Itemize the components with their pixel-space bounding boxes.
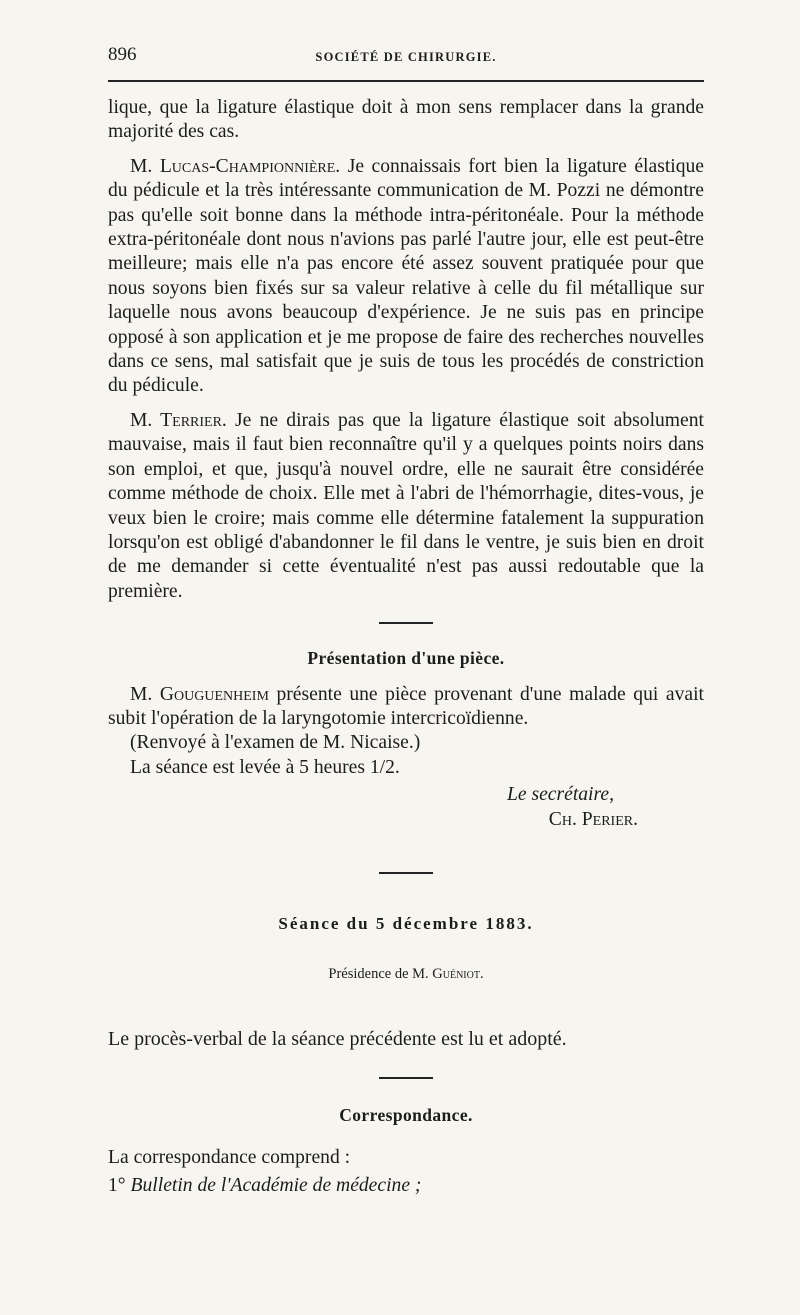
page-header: [108, 44, 704, 74]
lucas-championniere-text: Je connaissais fort bien la ligature élastique du pédicule et la très intéressante communication de M. Pozzi ne démontre pas qu'elle soit bonne dans la méthode intra-péritonéale. Pour la méthode extra-péritonéale dont nous n'avions pas parlé l'autre jour, elle est peut-être meilleure; mais elle n'a pas encore été assez souvent pratiquée pour que nous soyons bien fixés sur sa valeur relative à celle du fil métallique sur laquelle nous avons beaucoup d'expérience. Je ne suis pas en principe opposé à son application et je me propose de faire des recherches nouvelles dans ce sens, mal satisfait que je suis de tous les procédés de constriction du pédicule.: [108, 155, 704, 397]
terrier-text: Je ne dirais pas que la ligature élastique soit absolument mauvaise, mais il faut bien reconnaître qu'il y a quelques points noirs dans son emploi, et que, jusqu'à nouvel ordre, elle ne saurait être considérée comme méthode de choix. Elle met à l'abri de l'hémorrhagie, dites-vous, je veux bien le croire; mais comme elle détermine fatalement la suppuration lorsqu'on est obligé d'abandonner le fil dans le ventre, je suis bien en droit de me demander si cette éventualité n'est pas aussi redoutable que la première.: [108, 409, 704, 602]
speaker-gouguenheim: M. Gouguenheim: [130, 683, 269, 705]
presidence-label: Présidence de M.: [328, 966, 433, 983]
section-divider: [379, 1077, 433, 1079]
presentation-text: présente une pièce provenant d'une malade qui avait subit l'opération de la laryngotomie intercricoïdienne.: [108, 683, 704, 729]
presentation-paragraph: [108, 683, 704, 732]
terrier-paragraph: [108, 409, 704, 604]
section-divider: [379, 872, 433, 874]
page-body: [108, 96, 704, 1198]
signature-block: [108, 783, 704, 832]
presidence-line: [108, 962, 704, 986]
header-rule: [108, 80, 704, 82]
correspondance-item: [108, 1174, 704, 1198]
signature-name: Ch. Perier.: [548, 808, 638, 830]
presentation-heading: Présentation d'une pièce.: [307, 648, 505, 669]
president-name: Guéniot.: [432, 966, 484, 983]
speaker-terrier: M. Terrier.: [130, 409, 227, 431]
continuation-paragraph: lique, que la ligature élastique doit à mon sens remplacer dans la grande majorité des cas.: [108, 97, 704, 143]
closing-line: La séance est levée à 5 heures 1/2.: [130, 756, 400, 778]
item-number: 1°: [108, 1175, 126, 1196]
correspondance-intro: La correspondance comprend :: [108, 1146, 351, 1168]
lucas-championniere-paragraph: [108, 155, 704, 399]
section-divider: [379, 622, 433, 624]
running-title: SOCIÉTÉ DE CHIRURGIE.: [315, 50, 497, 64]
correspondance-heading: Correspondance.: [339, 1105, 473, 1126]
referral-note: (Renvoyé à l'examen de M. Nicaise.): [130, 732, 421, 754]
signature-role: Le secrétaire,: [506, 784, 614, 806]
proces-verbal-paragraph: Le procès-verbal de la séance précédente est lu et adopté.: [108, 1027, 567, 1050]
speaker-lucas-championniere: M. Lucas-Championnière.: [130, 155, 341, 177]
page-number: 896: [108, 44, 137, 65]
item-title: Bulletin de l'Académie de médecine ;: [130, 1175, 422, 1196]
session-heading: Séance du 5 décembre 1883.: [278, 913, 534, 933]
